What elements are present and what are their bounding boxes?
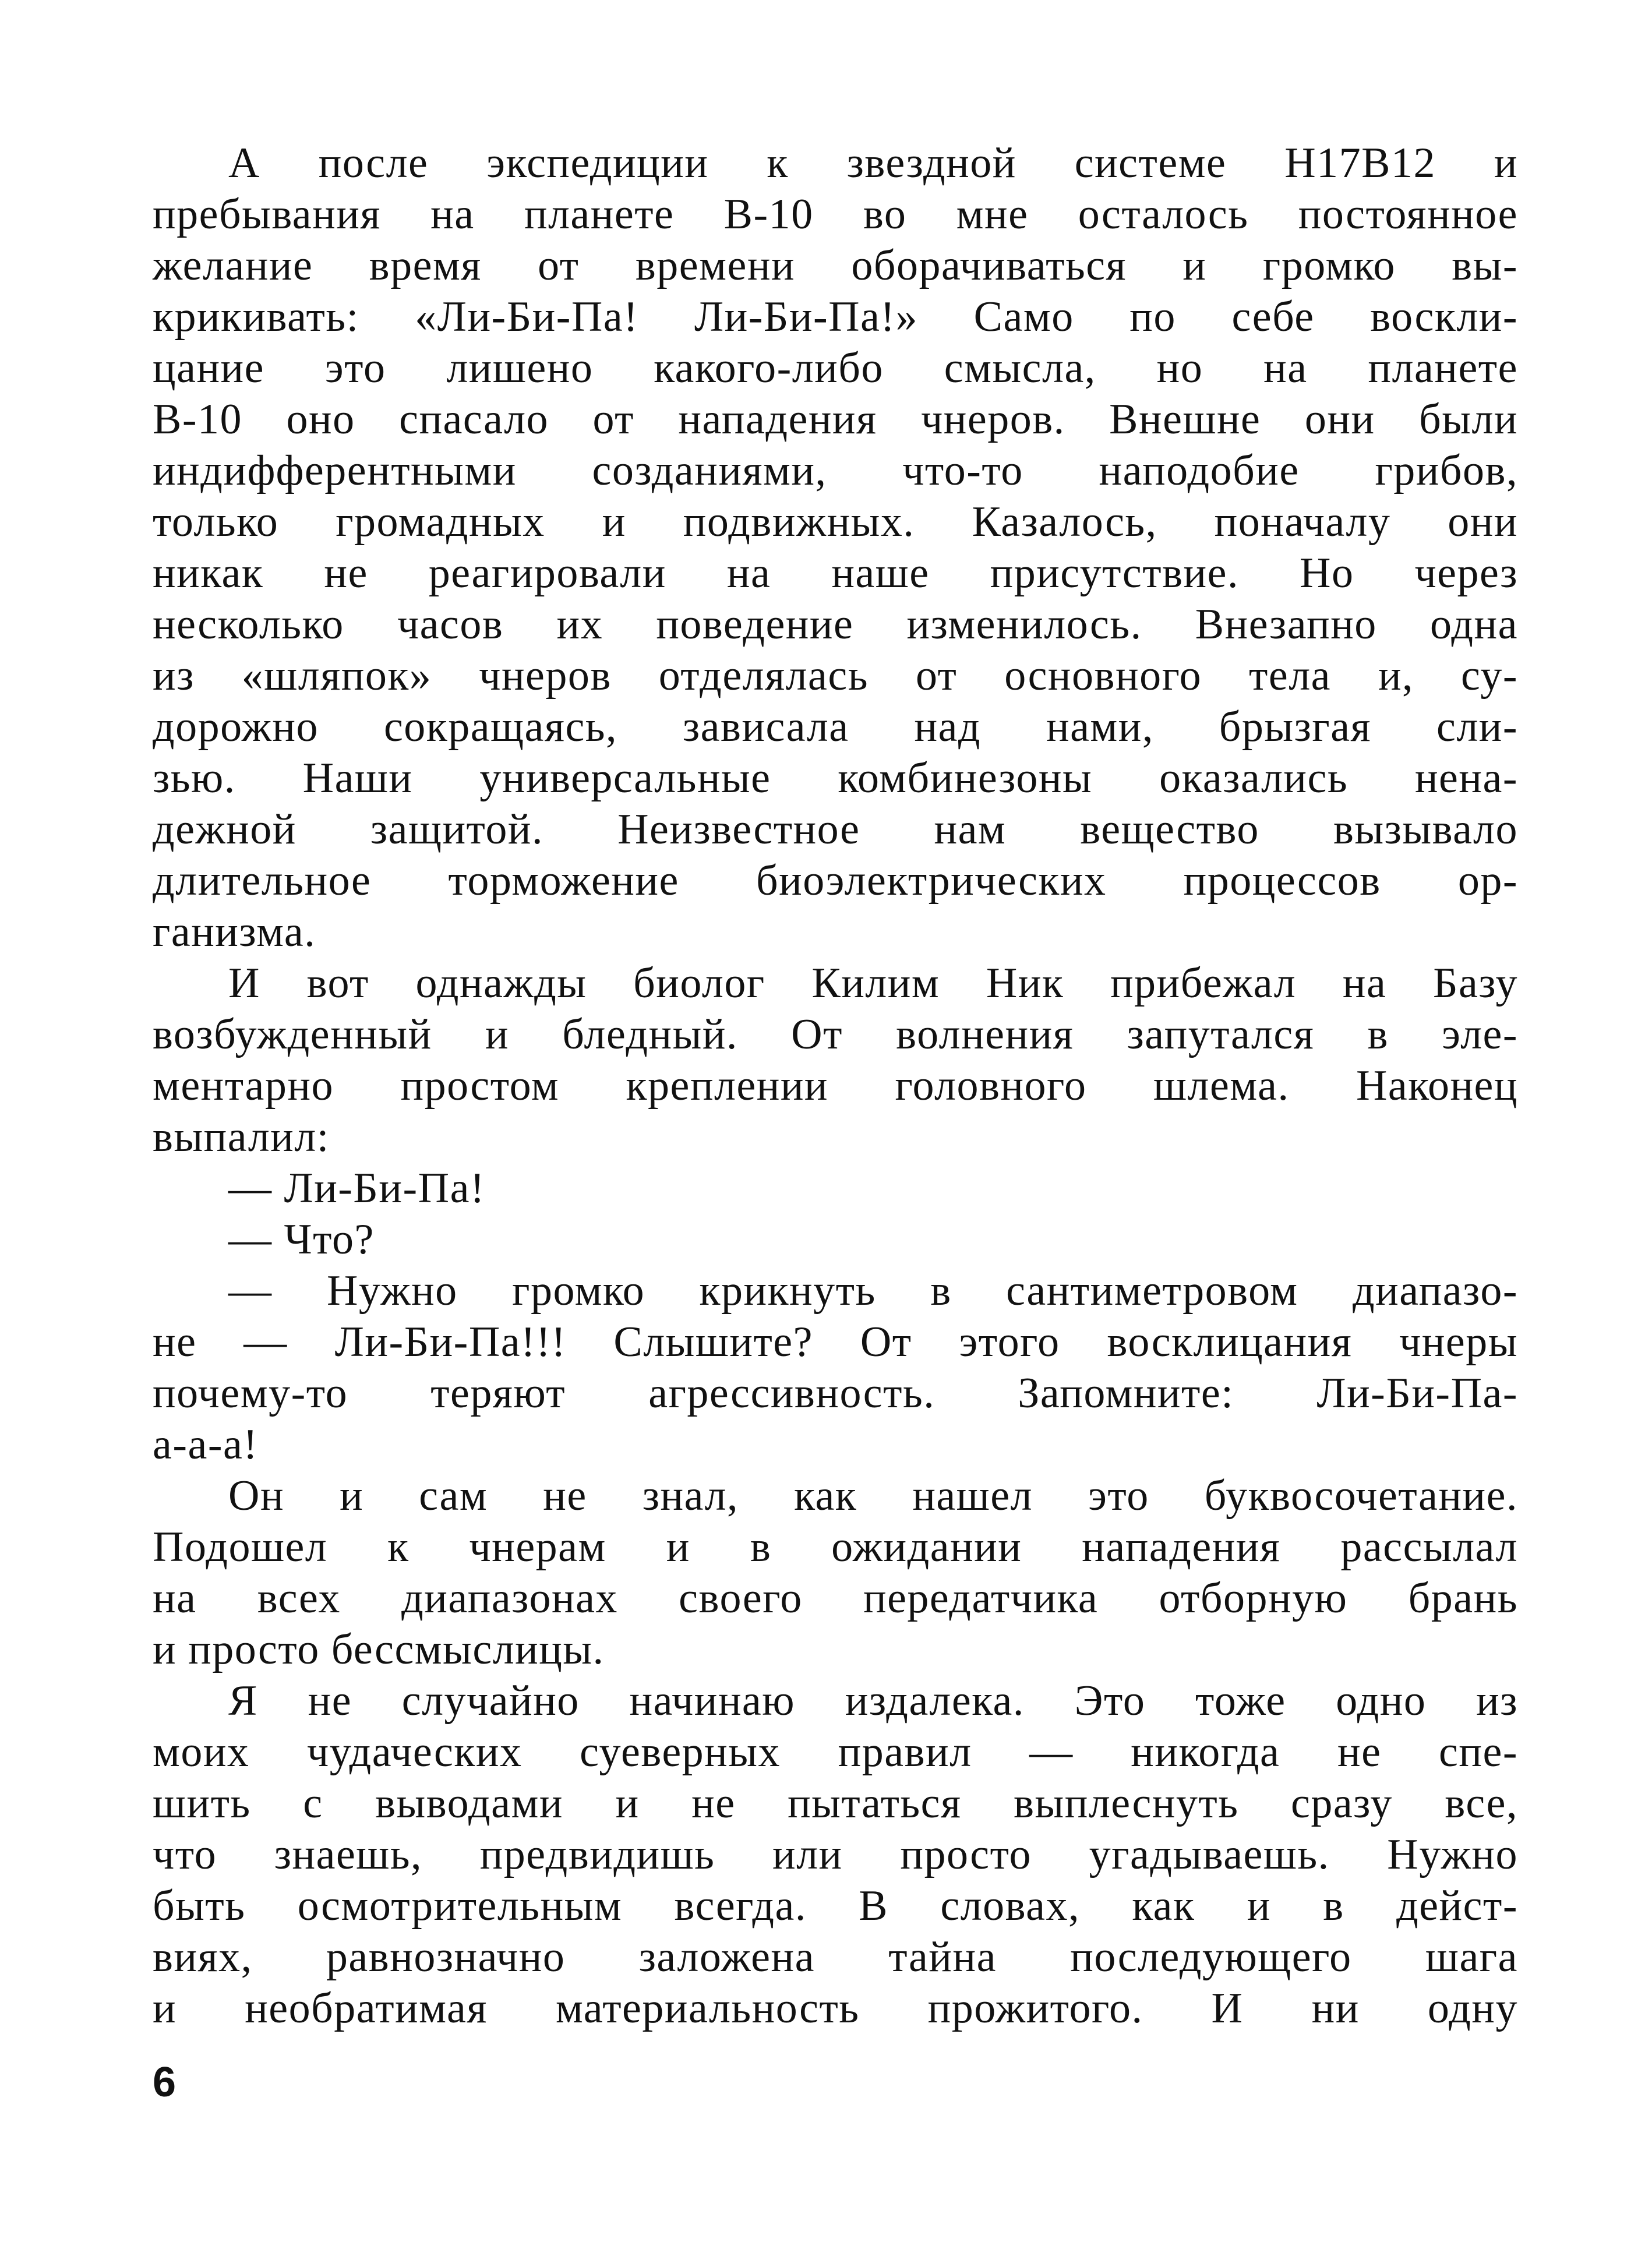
- text-line: крикивать: «Ли-Би-Па! Ли-Би-Па!» Само по себе воскли-: [153, 293, 1518, 341]
- text-line: — Нужно громко крикнуть в сантиметровом диапазо-: [228, 1267, 1518, 1315]
- text-line: на всех диапазонах своего передатчика отборную брань: [153, 1574, 1518, 1622]
- text-line: Он и сам не знал, как нашел это буквосочетание.: [228, 1472, 1518, 1520]
- text-line: что знаешь, предвидишь или просто угадываешь. Нужно: [153, 1831, 1518, 1878]
- text-line: моих чудаческих суеверных правил — никогда не спе-: [153, 1728, 1518, 1776]
- text-line: из «шляпок» чнеров отделялась от основного тела и, су-: [153, 652, 1518, 700]
- text-line: цание это лишено какого-либо смысла, но на планете: [153, 344, 1518, 392]
- text-line: желание время от времени оборачиваться и громко вы-: [153, 242, 1518, 289]
- text-line: несколько часов их поведение изменилось. Внезапно одна: [153, 601, 1518, 648]
- text-line: длительное торможение биоэлектрических процессов ор-: [153, 857, 1518, 905]
- text-line: Подошел к чнерам и в ожидании нападения рассылал: [153, 1523, 1518, 1571]
- text-line: ганизма.: [153, 908, 316, 956]
- text-line: И вот однажды биолог Килим Ник прибежал на Базу: [228, 959, 1518, 1007]
- text-line: быть осмотрительным всегда. В словах, как и в дейст-: [153, 1882, 1518, 1930]
- text-line: зью. Наши универсальные комбинезоны оказались нена-: [153, 754, 1518, 802]
- text-line: никак не реагировали на наше присутствие. Но через: [153, 549, 1518, 597]
- text-line: Я не случайно начинаю издалека. Это тоже одно из: [228, 1677, 1518, 1725]
- text-line: а-а-а!: [153, 1421, 259, 1468]
- text-line: А после экспедиции к звездной системе Н17В12 и: [228, 139, 1518, 187]
- body-text: [153, 137, 1518, 2034]
- text-line: В-10 оно спасало от нападения чнеров. Внешне они были: [153, 396, 1518, 443]
- text-line: шить с выводами и не пытаться выплеснуть сразу все,: [153, 1779, 1518, 1827]
- text-line: возбужденный и бледный. От волнения запутался в эле-: [153, 1011, 1518, 1058]
- text-line: и необратимая материальность прожитого. И ни одну: [153, 1984, 1518, 2032]
- text-line: почему-то теряют агрессивность. Запомните: Ли-Би-Па-: [153, 1369, 1518, 1417]
- text-line: виях, равнозначно заложена тайна последующего шага: [153, 1933, 1518, 1981]
- text-line: и просто бессмыслицы.: [153, 1626, 605, 1673]
- page-number: 6: [153, 2059, 177, 2106]
- text-line: выпалил:: [153, 1113, 330, 1161]
- text-line: индифферентными созданиями, что-то наподобие грибов,: [153, 447, 1518, 495]
- text-line: дежной защитой. Неизвестное нам вещество вызывало: [153, 806, 1518, 853]
- text-line: дорожно сокращаясь, зависала над нами, брызгая сли-: [153, 703, 1518, 751]
- text-line: только громадных и подвижных. Казалось, поначалу они: [153, 498, 1518, 546]
- text-line: не — Ли-Би-Па!!! Слышите? От этого восклицания чнеры: [153, 1318, 1518, 1366]
- text-line: — Что?: [228, 1216, 375, 1263]
- text-line: пребывания на планете В-10 во мне осталось постоянное: [153, 190, 1518, 238]
- text-line: ментарно простом креплении головного шлема. Наконец: [153, 1062, 1518, 1110]
- text-line: — Ли-Би-Па!: [228, 1164, 486, 1212]
